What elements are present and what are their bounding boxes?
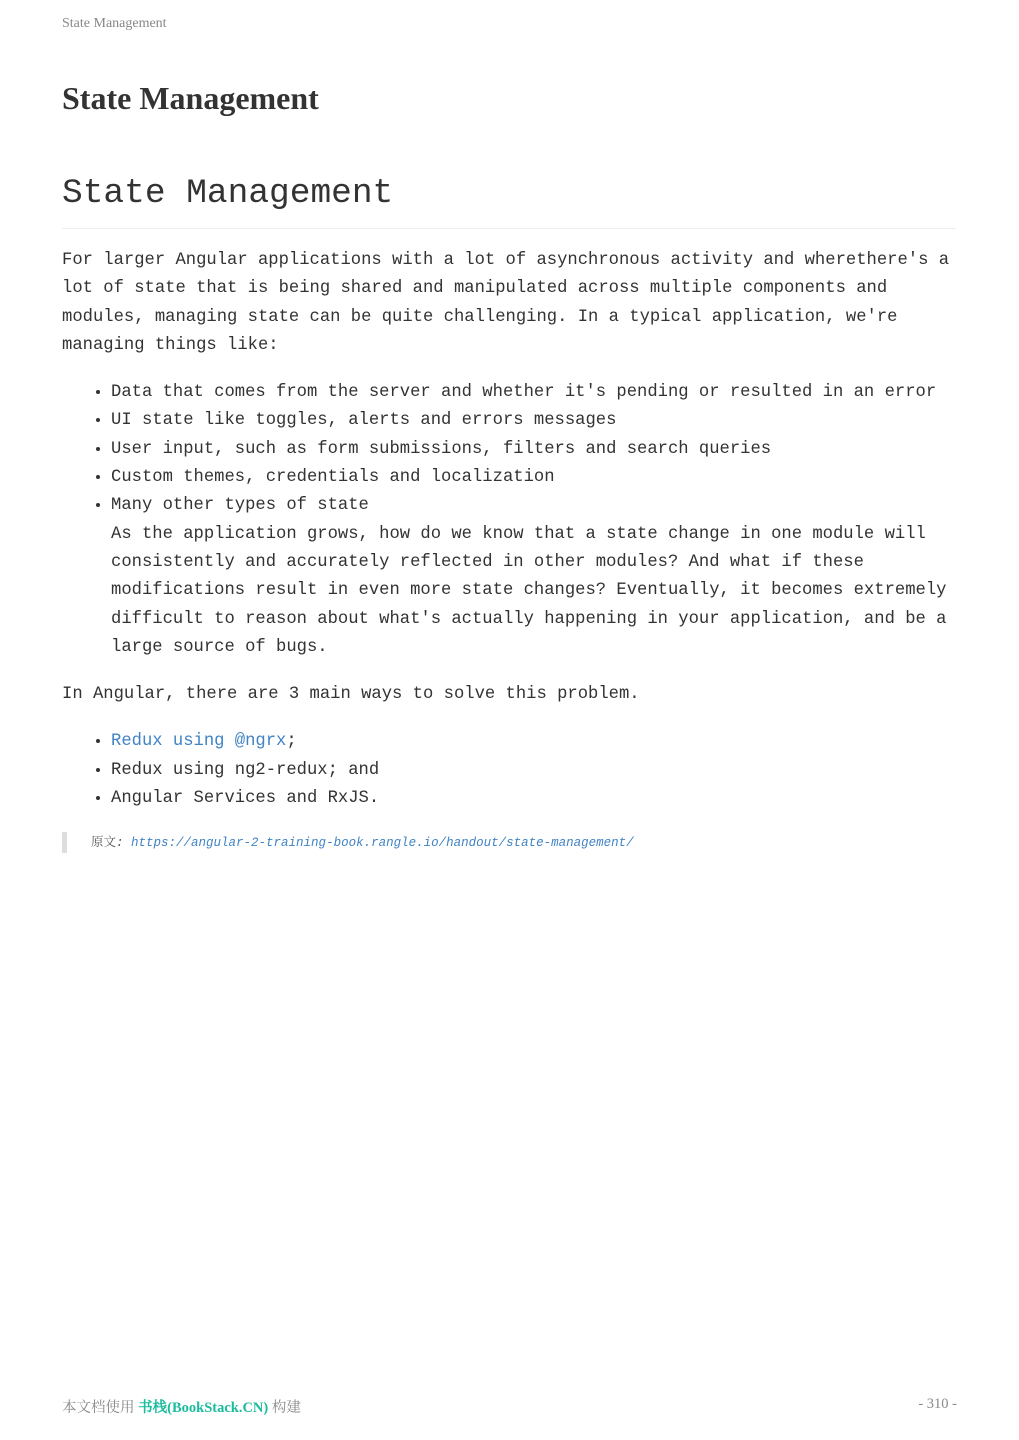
- list-item: • Custom themes, credentials and localization: [111, 464, 956, 492]
- list-item: • User input, such as form submissions, filters and search queries: [111, 436, 956, 464]
- page-footer: [62, 1396, 957, 1417]
- list-item: [111, 492, 956, 662]
- list-item: • Angular Services and RxJS.: [111, 785, 956, 813]
- section-heading: State Management: [62, 172, 956, 229]
- source-quote: [62, 832, 956, 853]
- ways-list: [62, 728, 956, 813]
- ways-intro: In Angular, there are 3 main ways to solve this problem.: [62, 685, 640, 705]
- list-item-text: Many other types of state: [111, 496, 369, 516]
- link-suffix: ;: [286, 732, 297, 752]
- list-item: • Data that comes from the server and whether it's pending or resulted in an error: [111, 379, 956, 407]
- list-item: • UI state like toggles, alerts and errors messages: [111, 407, 956, 435]
- list-item: [111, 728, 956, 756]
- followup-paragraph: As the application grows, how do we know that a state change in one module will consistently and accurately reflected in other modules? And what if these modifications result in even more state changes? Eventually, it becomes extremely difficult to reason about what's actually happening in your application, and be a large source of bugs.: [111, 524, 947, 657]
- source-label: 原文: [91, 834, 117, 850]
- page-title: State Management: [62, 80, 319, 116]
- footer-prefix: 本文档使用: [62, 1400, 139, 1416]
- running-header: State Management: [62, 16, 167, 31]
- page-number: - 310 -: [918, 1396, 957, 1412]
- source-link[interactable]: [131, 836, 634, 850]
- footer-brand: 书栈(BookStack.CN): [138, 1400, 269, 1416]
- source-sep: :: [116, 836, 132, 851]
- source-url: https://angular-2-training-book.rangle.io/handout/state-management/: [131, 836, 634, 851]
- things-list: [62, 379, 956, 662]
- ngrx-link[interactable]: Redux using @ngrx: [111, 732, 287, 752]
- intro-paragraph: For larger Angular applications with a lot of asynchronous activity and wherethere's a lot of state that is being shared and manipulated across multiple components and modules, managing state can be quite challenging. In a typical application, we're managing things like:: [62, 251, 950, 355]
- article-content: [62, 172, 956, 853]
- footer-suffix: 构建: [268, 1400, 301, 1416]
- footer-credit: [62, 1396, 301, 1417]
- list-item: • Redux using ng2-redux; and: [111, 757, 956, 785]
